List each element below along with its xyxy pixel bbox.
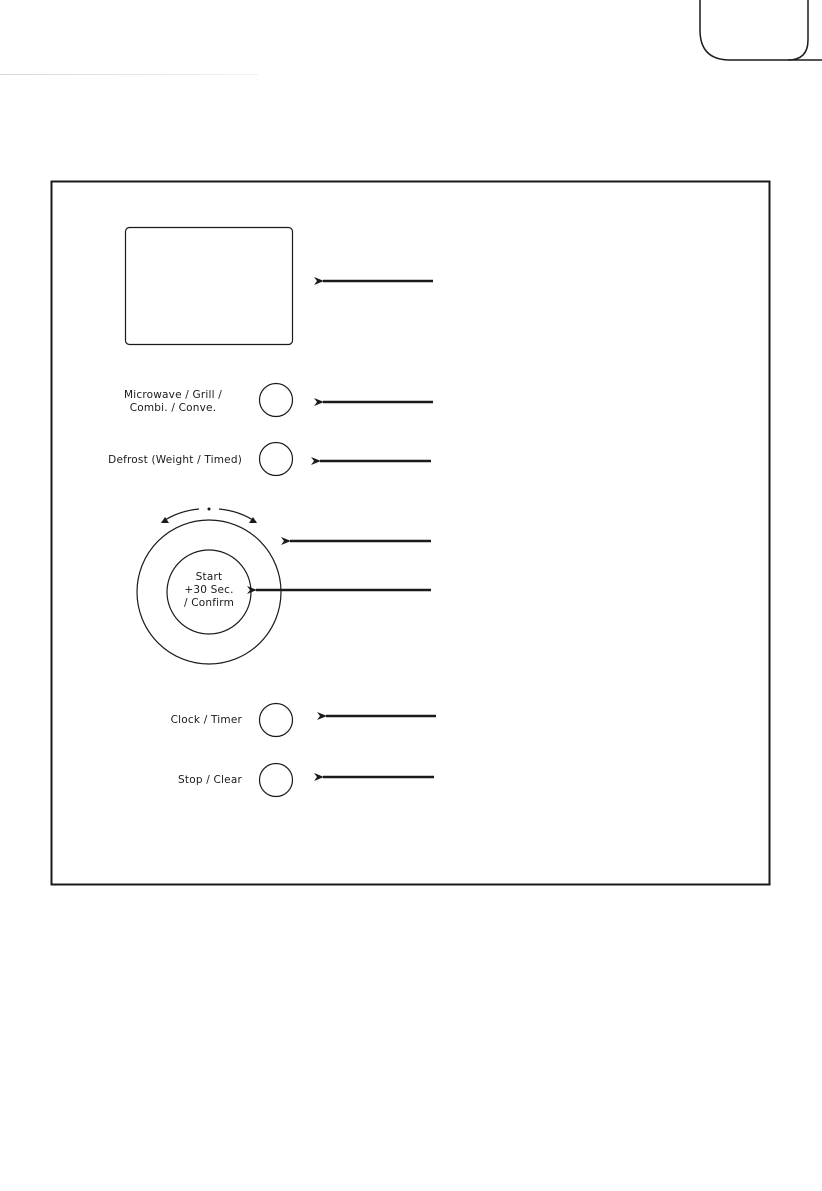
clock-timer-label: Clock / Timer	[170, 714, 242, 726]
microwave-grill-button	[260, 384, 293, 417]
defrost-label: Defrost (Weight / Timed)	[108, 454, 242, 466]
rotate-left-arc	[162, 509, 199, 522]
start-label	[169, 571, 249, 610]
microwave-label-line2: Combi. / Conve.	[129, 402, 217, 414]
clock-timer-button	[260, 704, 293, 737]
start-label-line3: / Confirm	[183, 597, 235, 609]
microwave-grill-label	[110, 389, 236, 415]
page-corner-curve-inner	[788, 0, 808, 60]
defrost-button	[260, 443, 293, 476]
page-corner-curve	[700, 0, 822, 60]
stop-clear-button	[260, 764, 293, 797]
start-label-line1: Start	[195, 571, 223, 583]
start-label-line2: +30 Sec.	[184, 584, 234, 596]
rotate-right-arc	[219, 509, 256, 522]
dial-indicator-dot	[208, 508, 211, 511]
microwave-label-line1: Microwave / Grill /	[123, 389, 223, 401]
stop-clear-label: Stop / Clear	[178, 774, 242, 786]
display-window	[126, 228, 293, 345]
